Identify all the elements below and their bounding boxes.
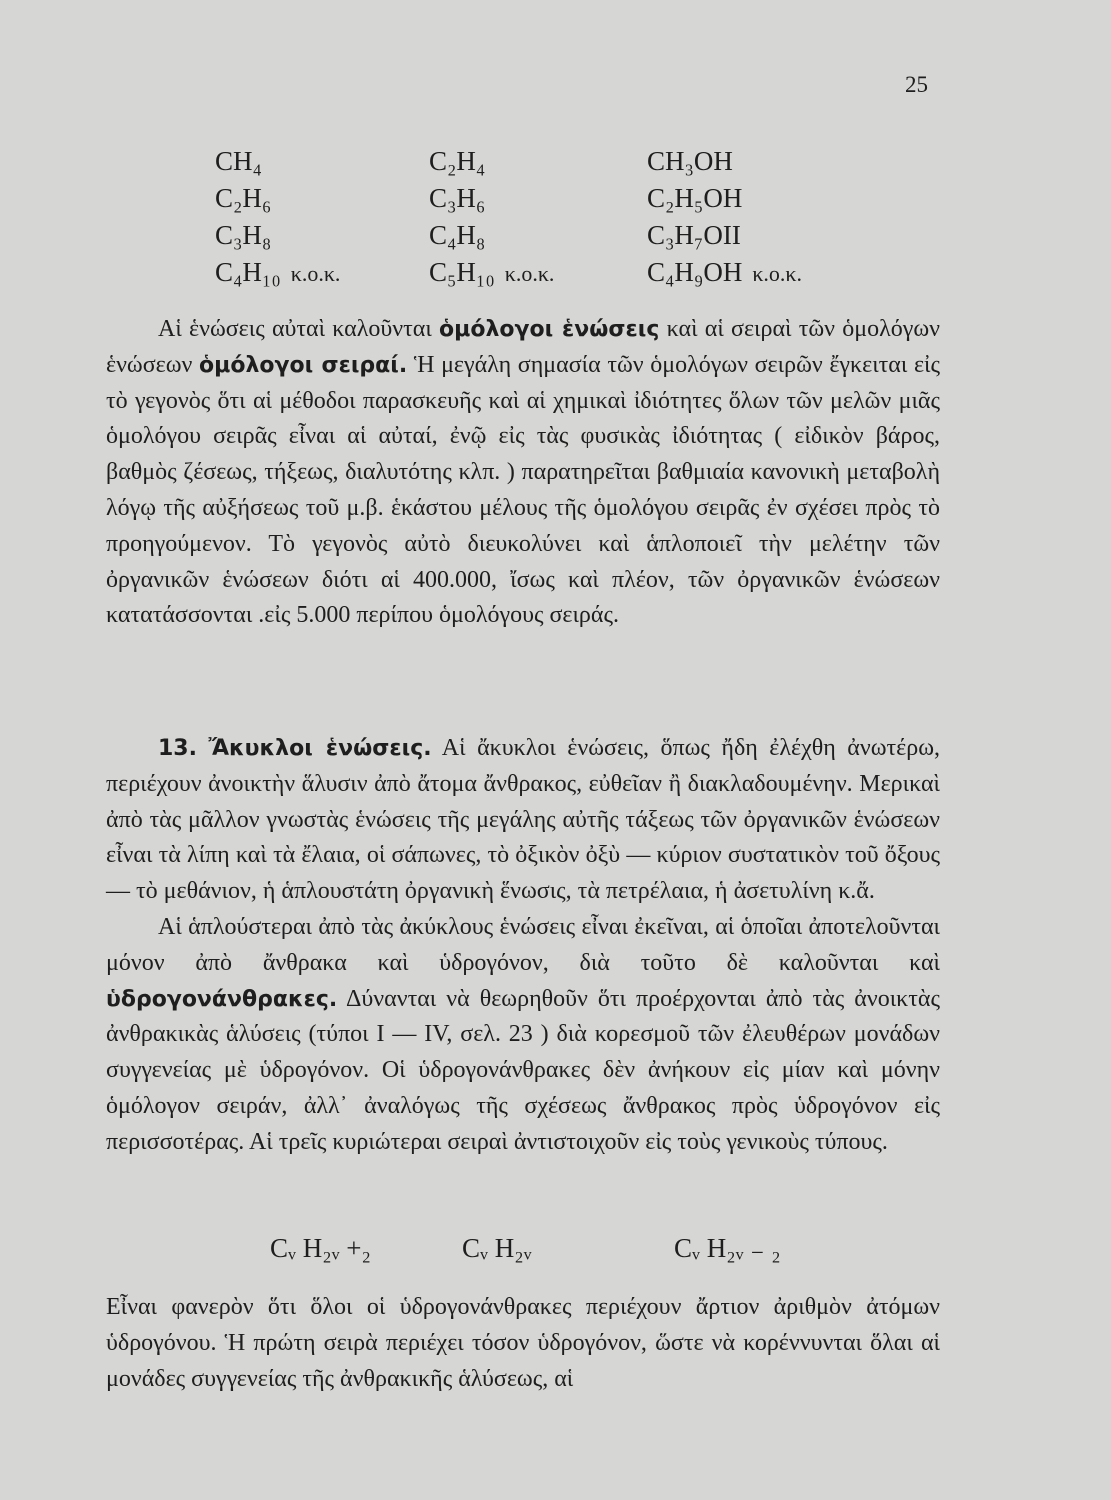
formula-row (647, 254, 907, 291)
formula: C₄H₁₀ (215, 257, 281, 287)
paragraph-text: Εἶναι φανερὸν ὅτι ὅλοι οἱ ὑδρογονάνθρακες περιέχουν ἄρτιον ἀριθμὸν ἀτόμων ὑδρογόνου. Ἡ πρώτη σειρὰ περιέχει τόσον ὑδρογόνον, ὥστε νὰ κορέννυνται ὅλαι αἱ μονάδες συγγενείας τῆς ἀνθρακικῆς ἁλύσεως, αἱ (106, 1294, 940, 1392)
paragraph-homologous (106, 312, 940, 634)
formula: C₃H₆ (429, 183, 486, 213)
formula: CH₃OH (647, 146, 733, 176)
etc-label: κ.ο.κ. (290, 261, 341, 286)
etc-label: κ.ο.κ. (504, 261, 555, 286)
formula: C₃H₈ (215, 220, 272, 250)
page-number: 25 (905, 72, 928, 97)
formula-alkynes-general: Cᵥ H₂ᵥ ₋ ₂ (674, 1233, 781, 1263)
paragraph-even-hydrogen (106, 1290, 940, 1397)
paragraph-text: Δύνανται νὰ θεωρηθοῦν ὅτι προέρχονται ἀπὸ τὰς ἀνοικτὰς ἀνθρακικὰς ἁλύσεις (τύποι I — IV, σελ. 23 ) διὰ κορεσμοῦ τῶν ἐλευθέρων μονάδων συγγενείας μὲ ὑδρογόνον. Οἱ ὑδρογονάνθρακες δὲν ἀνήκουν εἰς μίαν καὶ μόνην ὁμόλογον σειράν, ἀλλ᾽ ἀναλόγως τῆς σχέσεως ἄνθρακος πρὸς ὑδρογόνον εἰς περισσοτέρας. Αἱ τρεῖς κυριώτεραι σειραὶ ἀντιστοιχοῦν εἰς τοὺς γενικοὺς τύπους. (106, 985, 940, 1155)
formula: C₃H₇OII (647, 220, 741, 250)
term-hydrocarbons: ὑδρογονάνθρακες. (106, 986, 338, 1012)
formula: C₂H₄ (429, 146, 486, 176)
etc-label: κ.ο.κ. (752, 261, 803, 286)
alcohol-column (647, 143, 907, 291)
formula-alkenes-general: Cᵥ H₂ᵥ (462, 1233, 532, 1263)
paragraph-text: Αἱ ἄκυκλοι ἑνώσεις, ὅπως ἤδη ἐλέχθη ἀνωτέρω, περιέχουν ἀνοικτὴν ἅλυσιν ἀπὸ ἄτομα ἄνθρακος, εὐθεῖαν ἢ διακλαδουμένην. Μερικαὶ ἀπὸ τὰς μᾶλλον γνωστὰς ἑνώσεις τῆς μεγάλης αὐτῆς τάξεως τῶν ὀργανικῶν ἑνώσεων εἶναι τὰ λίπη καὶ τὰ ἔλαια, οἱ σάπωνες, τὸ ὀξικὸν ὀξὺ — κύριον συστατικὸν τοῦ ὄξους — τὸ μεθάνιον, ἡ ἁπλουστάτη ὀργανικὴ ἕνωσις, τὰ πετρέλαια, ἡ ἀσετυλίνη κ.ἄ. (106, 735, 941, 905)
term-homologous-series: ὁμόλογοι σειραί. (199, 352, 408, 378)
formula: C₄H₉OH (647, 257, 743, 287)
section-number: 13. (158, 736, 197, 761)
section-13 (106, 731, 940, 1161)
term-homologous-compounds: ὁμόλογοι ἑνώσεις (439, 317, 660, 342)
paragraph-text: Ἡ μεγάλη σημασία τῶν ὁμολόγων σειρῶν ἔγκειται εἰς τὸ γεγονὸς ὅτι αἱ μέθοδοι παρασκευῆς καὶ αἱ χημικαὶ ἰδιότητες ὅλων τῶν μελῶν μιᾶς ὁμολόγου σειρᾶς εἶναι αἱ αὐταί, ἐνῷ εἰς τὰς φυσικὰς ἰδιότητας ( εἰδικὸν βάρος, βαθμὸς ζέσεως, τήξεως, διαλυτότης κλπ. ) παρατηρεῖται βαθμιαία κανονικὴ μεταβολὴ λόγῳ τῆς αὐξήσεως τοῦ μ.β. ἑκάστου μέλους τῆς ὁμολόγου σειρᾶς ἐν σχέσει πρὸς τὸ προηγούμενον. Τὸ γεγονὸς αὐτὸ διευκολύνει καὶ ἁπλοποιεῖ τὴν μελέτην τῶν ὀργανικῶν ἑνώσεων διότι αἱ 400.000, ἴσως καὶ πλέον, τῶν ὀργανικῶν ἑνώσεων κατατάσσονται .εἰς 5.000 περίπου ὁμολόγους σειράς. (106, 351, 941, 629)
paragraph-text: Αἱ ἁπλούστεραι ἀπὸ τὰς ἀκύκλους ἑνώσεις εἶναι ἐκεῖναι, αἱ ὁποῖαι ἀποτελοῦνται μόνον ἀπὸ ἄνθρακα καὶ ὑδρογόνον, διὰ τοῦτο δὲ καλοῦνται καὶ (106, 913, 940, 976)
section-title: Ἄκυκλοι ἑνώσεις. (208, 736, 432, 761)
formula: CH₄ (215, 146, 262, 176)
paragraph-text: καὶ αἱ σειραὶ τῶν ὁμολόγων ἑνώσεων (106, 316, 940, 378)
paragraph-text: Αἱ ἑνώσεις αὐταὶ καλοῦνται (158, 316, 440, 342)
formula: C₄H₈ (429, 220, 486, 250)
formula: C₂H₆ (215, 183, 272, 213)
formula: C₂H₅OH (647, 183, 743, 213)
formula: C₅H₁₀ (429, 257, 495, 287)
formula-alkanes-general: Cᵥ H₂ᵥ +₂ (270, 1233, 371, 1263)
